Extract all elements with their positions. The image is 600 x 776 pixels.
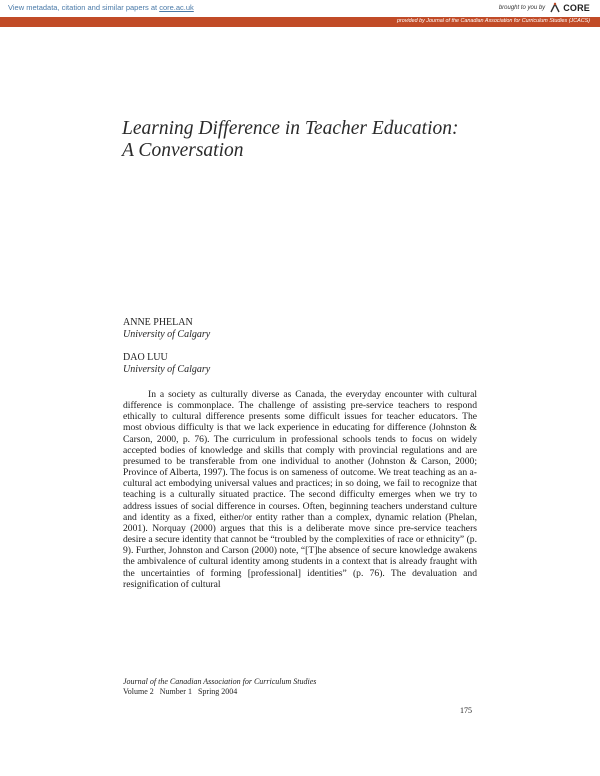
article-title bbox=[122, 118, 522, 162]
author-name: DAO LUU bbox=[123, 352, 168, 363]
core-logo[interactable] bbox=[549, 2, 590, 14]
brought-to-you-by[interactable] bbox=[499, 2, 590, 14]
page-number: 175 bbox=[460, 706, 472, 715]
journal-footer bbox=[123, 677, 423, 697]
core-logo-icon bbox=[549, 2, 561, 14]
provider-text[interactable]: provided by Journal of the Canadian Association for Curriculum Studies (JCACS) bbox=[396, 18, 590, 24]
provider-bar bbox=[0, 17, 600, 27]
author-block-1 bbox=[123, 317, 210, 341]
body-paragraph: In a society as culturally diverse as Canada, the everyday encounter with cultural difference is commonplace. The challenge of assisting pre-service teachers to respond ethically to cultural difference presents some difficult issues for teacher educators. The most obvious difficulty is that we lack experience in educating for difference (Johnston & Carson, 2000, p. 76). The curriculum in professional schools tends to focus on widely accepted bodies of knowledge and skills that comply with provincial regulations and are presumed to be transferable from one individual to another (Johnston & Carson, 2000; Province of Alberta, 1997). The focus is on sameness of outcome. We treat teaching as an a-cultural act embodying universal values and practices; in so doing, we fail to recognize that teaching is a culturally situated practice. The second difficulty emerges when we try to address issues of social difference in courses. Often, beginning teachers understand culture and identity as a fixed, either/or entity rather than a complex, dynamic relation (Phelan, 2001). Norquay (2000) argues that this is a deliberate move since pre-service teachers desire a secure identity that cannot be “troubled by the complexities of race or ethnicity” (p. 9). Further, Johnston and Carson (2000) note, “[T]he absence of secure knowledge awakens the ambivalence of cultural identity among students in a context that is already fraught with the uncertainties of forming [professional] identities” (p. 76). The devaluation and resignification of cultural bbox=[123, 389, 477, 590]
title-line-1: Learning Difference in Teacher Education: bbox=[122, 118, 459, 139]
title-line-2: A Conversation bbox=[122, 140, 244, 161]
core-ac-uk-link[interactable]: core.ac.uk bbox=[159, 3, 194, 12]
author-affiliation: University of Calgary bbox=[123, 329, 211, 340]
author-block-2 bbox=[123, 352, 210, 376]
journal-name: Journal of the Canadian Association for Curriculum Studies bbox=[123, 677, 317, 686]
core-top-bar bbox=[0, 0, 600, 17]
author-affiliation: University of Calgary bbox=[123, 364, 211, 375]
journal-issue: Volume 2 Number 1 Spring 2004 bbox=[123, 687, 238, 696]
metadata-link-text[interactable] bbox=[8, 3, 194, 12]
author-name: ANNE PHELAN bbox=[123, 317, 193, 328]
brought-to-you-label: brought to you by bbox=[498, 5, 546, 11]
metadata-prefix: View metadata, citation and similar papers at bbox=[8, 3, 160, 12]
core-logo-text: CORE bbox=[563, 3, 590, 13]
